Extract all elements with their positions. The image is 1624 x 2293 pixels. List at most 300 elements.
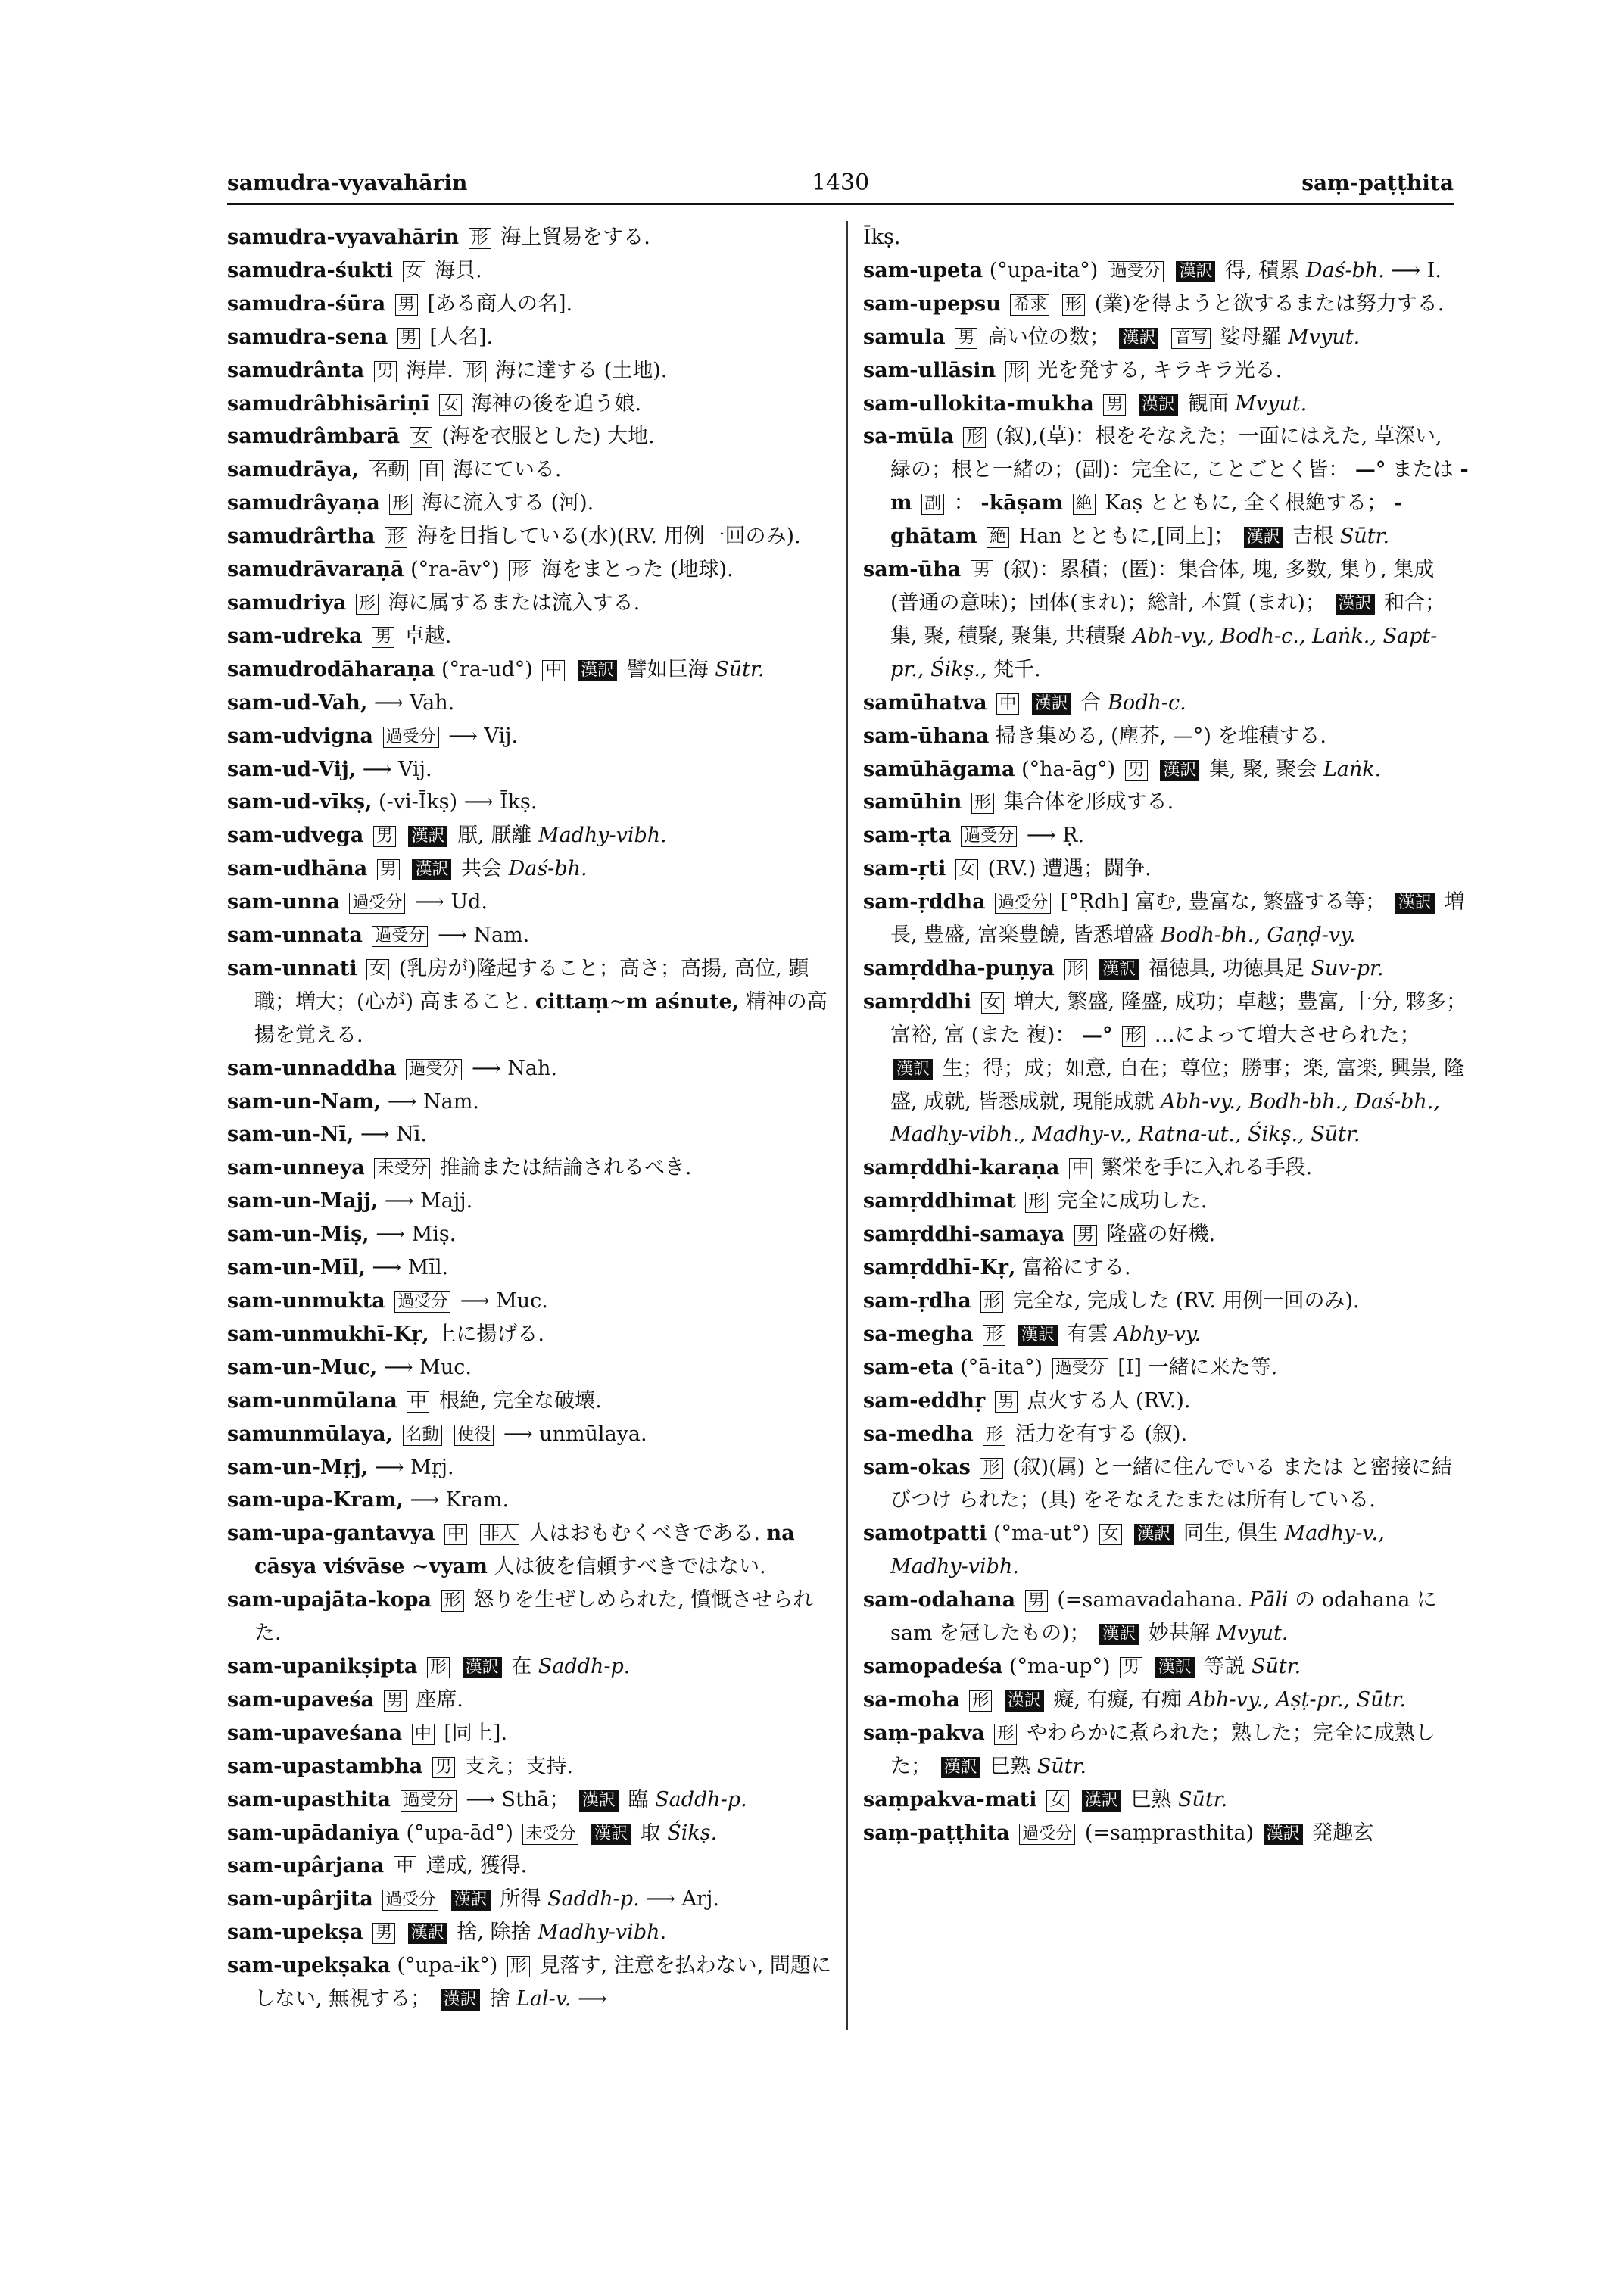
dictionary-entry bbox=[863, 288, 1469, 321]
grammar-tag: 形 bbox=[507, 1956, 530, 1977]
headword: -kāṣam bbox=[980, 491, 1064, 516]
dictionary-entry bbox=[227, 1717, 833, 1750]
headword: na cāsya viśvāse ∼vyam bbox=[254, 1522, 795, 1579]
headword: sam-odahana bbox=[863, 1588, 1016, 1612]
definition-text: (°ma-ut°) bbox=[993, 1522, 1090, 1546]
source-reference: Saddh-p. bbox=[655, 1787, 747, 1812]
definition-text: 海上貿易をする. bbox=[500, 226, 650, 249]
grammar-tag: 形 bbox=[983, 1425, 1005, 1446]
definition-text: (°ā-ita°) bbox=[960, 1355, 1043, 1379]
headword: sam-upajāta-kopa bbox=[227, 1588, 432, 1612]
source-reference: Mvyut. bbox=[1216, 1622, 1289, 1646]
dictionary-entry bbox=[227, 254, 833, 288]
headword: samunmūlaya, bbox=[227, 1422, 394, 1446]
headword: sam-unnaddha bbox=[227, 1056, 397, 1080]
source-reference: Bodh-bh., Gaṇḍ-vy. bbox=[1161, 924, 1356, 948]
grammar-tag: 名動 bbox=[369, 460, 408, 481]
headword: samudra-śūra bbox=[227, 291, 386, 316]
headword: samṛddhī-Kṛ, bbox=[863, 1256, 1016, 1280]
definition-text: 高い位の数； bbox=[987, 325, 1110, 349]
headword: samotpatti bbox=[863, 1522, 987, 1546]
headword: sam-udhāna bbox=[227, 857, 368, 881]
headword: sam-unmukta bbox=[227, 1289, 385, 1313]
definition-text: (=samavadahana. bbox=[1057, 1588, 1243, 1612]
dictionary-entry bbox=[227, 1484, 833, 1517]
definition-text: [ある商人の名]. bbox=[427, 291, 573, 316]
definition-text: 繁栄を手に入れる手段. bbox=[1101, 1156, 1313, 1180]
definition-text: 同生, 倶生 bbox=[1183, 1522, 1279, 1546]
grammar-tag: 中 bbox=[444, 1524, 467, 1545]
grammar-tag: 男 bbox=[373, 826, 396, 847]
translation-tag: 漢訳 bbox=[579, 1790, 619, 1812]
header-rule bbox=[227, 203, 1454, 205]
dictionary-entry bbox=[863, 1784, 1469, 1817]
grammar-tag: 過受分 bbox=[372, 926, 428, 947]
dictionary-entry bbox=[227, 487, 833, 520]
definition-text: 所得 bbox=[500, 1887, 541, 1911]
grammar-tag: 中 bbox=[407, 1391, 429, 1413]
definition-text: または bbox=[1392, 458, 1454, 482]
dictionary-entry bbox=[227, 1285, 833, 1318]
translation-tag: 漢訳 bbox=[1176, 261, 1215, 282]
headword: sam-upasthita bbox=[227, 1787, 391, 1812]
definition-text: [I] 一緒に来た等. bbox=[1117, 1355, 1278, 1379]
headword: sam-upârjita bbox=[227, 1887, 373, 1911]
source-reference: Sūtr. bbox=[1339, 525, 1390, 549]
definition-text: 福徳具, 功徳具足 bbox=[1148, 956, 1304, 980]
source-reference: Mvyut. bbox=[1288, 325, 1361, 349]
dictionary-entry bbox=[863, 1351, 1469, 1385]
dictionary-entry bbox=[227, 1351, 833, 1385]
grammar-tag: 男 bbox=[372, 627, 394, 648]
definition-text: ⟶ Nam. bbox=[438, 924, 530, 948]
definition-text: 臨 bbox=[628, 1787, 649, 1812]
definition-text: 厭, 厭離 bbox=[457, 824, 532, 848]
grammar-tag: 形 bbox=[1064, 959, 1087, 980]
headword: sam-ṛta bbox=[863, 824, 952, 848]
dictionary-entry bbox=[863, 1418, 1469, 1451]
source-reference: Madhy-vibh. bbox=[538, 1921, 667, 1945]
grammar-tag: 過受分 bbox=[1019, 1824, 1075, 1845]
definition-text: 活力を有する (叙). bbox=[1015, 1422, 1188, 1446]
dictionary-entry bbox=[863, 1318, 1469, 1351]
dictionary-entry bbox=[863, 1218, 1469, 1251]
source-reference: Mvyut. bbox=[1235, 391, 1308, 416]
headword: samudriya bbox=[227, 590, 347, 615]
definition-text: 支え；支持. bbox=[464, 1754, 574, 1778]
headword: samṛddhi-samaya bbox=[863, 1223, 1065, 1247]
source-reference: Sūtr. bbox=[1251, 1654, 1301, 1678]
source-reference: Sūtr. bbox=[715, 657, 765, 681]
translation-tag: 漢訳 bbox=[1032, 693, 1071, 715]
definition-text: 精神の高揚を覚える. bbox=[254, 989, 828, 1047]
grammar-tag: 男 bbox=[1120, 1657, 1142, 1678]
dictionary-entry bbox=[863, 1385, 1469, 1418]
definition-text: 海貝. bbox=[435, 258, 482, 282]
grammar-tag: 形 bbox=[385, 527, 407, 548]
grammar-tag: 形 bbox=[980, 1291, 1003, 1313]
dictionary-entry bbox=[227, 553, 833, 587]
source-reference: Abhy-vy. bbox=[1114, 1322, 1202, 1346]
headword: sam-upârjana bbox=[227, 1854, 385, 1878]
headword: sam-unneya bbox=[227, 1156, 365, 1180]
dictionary-entry bbox=[227, 587, 833, 620]
dictionary-entry bbox=[863, 1185, 1469, 1218]
definition-text: (°upa-ād°) bbox=[406, 1821, 513, 1845]
headword: sam-upanikṣipta bbox=[227, 1654, 418, 1678]
definition-text: ⟶ Nah. bbox=[471, 1056, 557, 1080]
definition-text: 癡, 有癡, 有痴 bbox=[1053, 1687, 1182, 1712]
grammar-tag: 過受分 bbox=[995, 893, 1051, 914]
headword: samula bbox=[863, 325, 946, 349]
translation-tag: 漢訳 bbox=[941, 1757, 980, 1778]
definition-text: 完全に成功した. bbox=[1057, 1189, 1208, 1213]
dictionary-entry bbox=[227, 1949, 833, 2016]
dictionary-entry bbox=[227, 1251, 833, 1285]
headword: samudrârtha bbox=[227, 525, 376, 549]
definition-text: (=saṃprasthita) bbox=[1084, 1821, 1255, 1845]
definition-text: (°upa-ita°) bbox=[989, 258, 1099, 282]
source-reference: Saddh-p. bbox=[538, 1654, 631, 1678]
dictionary-entry bbox=[863, 1251, 1469, 1285]
dictionary-entry bbox=[227, 1318, 833, 1351]
header-left-guideword: samudra-vyavahārin bbox=[227, 170, 468, 195]
headword: sam-un-Nam, bbox=[227, 1089, 382, 1114]
translation-tag: 漢訳 bbox=[1005, 1690, 1044, 1712]
definition-text: 発趣玄 bbox=[1312, 1821, 1374, 1845]
source-reference: Lal-v. bbox=[516, 1987, 572, 2011]
grammar-tag: 男 bbox=[384, 1690, 407, 1712]
dictionary-entry bbox=[227, 1916, 833, 1949]
grammar-tag: 男 bbox=[372, 1923, 395, 1944]
headword: sam-upepsu bbox=[863, 291, 1001, 316]
grammar-tag: 形 bbox=[971, 793, 994, 814]
grammar-tag: 中 bbox=[1069, 1158, 1092, 1179]
definition-text: 巳熟 bbox=[1130, 1787, 1172, 1812]
dictionary-entry bbox=[227, 1684, 833, 1717]
translation-tag: 漢訳 bbox=[1018, 1325, 1058, 1346]
grammar-tag: 過受分 bbox=[382, 1890, 438, 1911]
definition-text: ⟶ Vij. bbox=[362, 757, 432, 781]
grammar-tag: 形 bbox=[963, 427, 986, 448]
source-reference: Pāli bbox=[1249, 1588, 1289, 1612]
definition-text: (°ra-ud°) bbox=[441, 657, 533, 681]
grammar-tag: 男 bbox=[397, 328, 420, 349]
grammar-tag: 女 bbox=[439, 394, 462, 416]
definition-text: ： bbox=[953, 491, 974, 516]
dictionary-entry bbox=[227, 720, 833, 753]
source-reference: Suv-pr. bbox=[1311, 956, 1384, 980]
dictionary-entry bbox=[227, 388, 833, 421]
definition-text: ⟶ bbox=[577, 1987, 607, 2011]
definition-text: ⟶ I. bbox=[1391, 258, 1442, 282]
definition-text: (叙)：累積；(匿)：集合体, 塊, 多数, 集り, 集成 (普通の意味)；団体(まれ)；総計, 本質 (まれ)； bbox=[890, 558, 1435, 615]
grammar-tag: 過受分 bbox=[1108, 261, 1164, 282]
source-reference: Daś-bh. bbox=[1305, 258, 1385, 282]
headword: sam-okas bbox=[863, 1455, 971, 1479]
headword: saṃpakva-mati bbox=[863, 1787, 1037, 1812]
definition-text: 増大, 繁盛, 隆盛, 成功；卓越；豊富, 十分, 夥多；富裕, 富 (また 複)： bbox=[890, 989, 1467, 1047]
grammar-tag: 男 bbox=[395, 294, 418, 316]
definition-text: 卓越. bbox=[404, 624, 452, 648]
headword: sa-megha bbox=[863, 1322, 974, 1346]
dictionary-entry bbox=[227, 1584, 833, 1650]
column-divider bbox=[846, 221, 848, 2030]
source-reference: Abh-vy., Bodh-c., Laṅk., Sapt-pr., Śikṣ., bbox=[890, 624, 1438, 681]
grammar-tag: 形 bbox=[980, 1458, 1002, 1479]
headword: samṛddha-puṇya bbox=[863, 956, 1055, 980]
grammar-tag: 絶 bbox=[1073, 494, 1096, 515]
dictionary-entry bbox=[227, 819, 833, 852]
grammar-tag: 形 bbox=[427, 1657, 450, 1678]
headword: sam-ullokita-mukha bbox=[863, 391, 1094, 416]
definition-text: 在 bbox=[511, 1654, 532, 1678]
dictionary-entry bbox=[863, 553, 1469, 687]
dictionary-entry bbox=[227, 321, 833, 354]
definition-text: 譬如巨海 bbox=[626, 657, 709, 681]
dictionary-entry bbox=[227, 1418, 833, 1451]
grammar-tag: 過受分 bbox=[383, 727, 439, 748]
definition-text: ⟶ Vah. bbox=[373, 690, 455, 715]
dictionary-entry bbox=[863, 254, 1469, 288]
definition-text: 海にている. bbox=[452, 458, 562, 482]
dictionary-entry bbox=[227, 1086, 833, 1119]
definition-text: 取 bbox=[640, 1821, 661, 1845]
definition-text: (°upa-ik°) bbox=[397, 1954, 498, 1978]
headword: sam-unmukhī-Kṛ, bbox=[227, 1322, 429, 1346]
definition-text: ⟶ unmūlaya. bbox=[503, 1422, 647, 1446]
definition-text: 海に達する (土地). bbox=[495, 358, 668, 382]
headword: sam-udreka bbox=[227, 624, 363, 648]
headword: sam-unnata bbox=[227, 924, 363, 948]
translation-tag: 漢訳 bbox=[451, 1890, 491, 1911]
grammar-tag: 使役 bbox=[454, 1425, 494, 1446]
definition-text: 海に属するまたは流入する. bbox=[388, 590, 641, 615]
dictionary-entry bbox=[227, 1052, 833, 1086]
definition-text: 怒りを生ぜしめられた, 憤慨させられた. bbox=[254, 1588, 814, 1646]
dictionary-entry bbox=[863, 1717, 1469, 1784]
definition-text: 有雲 bbox=[1067, 1322, 1108, 1346]
dictionary-entry bbox=[863, 886, 1469, 952]
definition-text: ⟶ Mīl. bbox=[372, 1256, 449, 1280]
definition-text: 観面 bbox=[1187, 391, 1229, 416]
headword: saṃ-pakva bbox=[863, 1721, 985, 1745]
headword: sa-mūla bbox=[863, 425, 954, 449]
grammar-tag: 男 bbox=[377, 859, 400, 880]
source-reference: Madhy-v., Madhy-vibh. bbox=[890, 1522, 1385, 1579]
dictionary-entry bbox=[863, 221, 1469, 254]
definition-text: Kaṣ とともに, 全く根絶する； bbox=[1105, 491, 1388, 516]
dictionary-entry bbox=[863, 388, 1469, 421]
dictionary-entry bbox=[227, 620, 833, 653]
dictionary-entry bbox=[227, 1218, 833, 1251]
grammar-tag: 女 bbox=[955, 859, 978, 880]
headword: saṃ-paṭṭhita bbox=[863, 1821, 1010, 1845]
headword: sam-ṛti bbox=[863, 857, 946, 881]
dictionary-entry bbox=[863, 1584, 1469, 1650]
grammar-tag: 副 bbox=[921, 494, 944, 515]
headword: sam-ṛddha bbox=[863, 890, 986, 914]
grammar-tag: 自 bbox=[420, 460, 443, 481]
dictionary-entry bbox=[227, 687, 833, 720]
definition-text: ⟶ Sthā； bbox=[466, 1787, 570, 1812]
dictionary-entry bbox=[863, 819, 1469, 852]
headword: sam-ūhana bbox=[863, 724, 990, 748]
definition-text: 妙甚解 bbox=[1148, 1622, 1210, 1646]
definition-text: 合 bbox=[1080, 690, 1102, 715]
headword: samṛddhi bbox=[863, 989, 972, 1014]
headword: sam-un-Miṣ, bbox=[227, 1223, 369, 1247]
headword: samṛddhimat bbox=[863, 1189, 1016, 1213]
headword: samṛddhi-karaṇa bbox=[863, 1156, 1060, 1180]
source-reference: Abh-vy., Bodh-bh., Daś-bh., Madhy-vibh., Madhy-v., Ratna-ut., Śikṣ., Sūtr. bbox=[890, 1089, 1440, 1147]
grammar-tag: 中 bbox=[412, 1724, 435, 1745]
headword: sam-un-Muc, bbox=[227, 1355, 378, 1379]
grammar-tag: 男 bbox=[374, 361, 397, 382]
grammar-tag: 形 bbox=[1025, 1192, 1048, 1213]
definition-text: 人はおもむくべきである. bbox=[528, 1522, 760, 1546]
definition-text: 推論または結論されるべき. bbox=[439, 1156, 692, 1180]
grammar-tag: 女 bbox=[981, 992, 1004, 1014]
headword: sam-upaveśa bbox=[227, 1687, 375, 1712]
headword: sam-ṛdha bbox=[863, 1289, 971, 1313]
definition-text: 人は彼を信頼すべきではない. bbox=[494, 1555, 766, 1579]
headword: sam-upādaniya bbox=[227, 1821, 400, 1845]
page-number: 1430 bbox=[811, 169, 870, 196]
headword: samudra-śukti bbox=[227, 258, 393, 282]
headword: samūhin bbox=[863, 790, 962, 815]
definition-text: 海に流入する (河). bbox=[422, 491, 594, 516]
headword: sam-ud-vīkṣ, bbox=[227, 790, 372, 815]
translation-tag: 漢訳 bbox=[1099, 959, 1139, 980]
headword: —° bbox=[1082, 1023, 1113, 1047]
headword: sam-unnati bbox=[227, 956, 357, 980]
grammar-tag: 形 bbox=[441, 1590, 464, 1612]
grammar-tag: 過受分 bbox=[394, 1291, 450, 1313]
source-reference: Laṅk. bbox=[1323, 757, 1382, 781]
grammar-tag: 過受分 bbox=[406, 1059, 462, 1080]
dictionary-entry bbox=[227, 1883, 833, 1916]
dictionary-entry bbox=[227, 420, 833, 453]
translation-tag: 漢訳 bbox=[893, 1059, 933, 1080]
dictionary-entry bbox=[227, 221, 833, 254]
right-column bbox=[863, 221, 1469, 1849]
definition-text: (業)を得ようと欲するまたは努力する. bbox=[1094, 291, 1445, 316]
definition-text: ⟶ Ud. bbox=[415, 890, 488, 914]
headword: sam-udvega bbox=[227, 824, 364, 848]
grammar-tag: 女 bbox=[366, 959, 389, 980]
grammar-tag: 男 bbox=[995, 1391, 1018, 1413]
definition-text: [°Ṛdh] 富む, 豊富な, 繁盛する等； bbox=[1060, 890, 1386, 914]
dictionary-entry bbox=[227, 1118, 833, 1151]
grammar-tag: 過受分 bbox=[1052, 1358, 1108, 1379]
grammar-tag: 中 bbox=[996, 693, 1019, 715]
dictionary-entry bbox=[227, 852, 833, 886]
dictionary-entry bbox=[227, 1849, 833, 1883]
headword: samudrâmbarā bbox=[227, 425, 401, 449]
definition-text: ⟶ Arj. bbox=[646, 1887, 719, 1911]
grammar-tag: 中 bbox=[394, 1856, 416, 1877]
grammar-tag: 女 bbox=[403, 261, 425, 282]
grammar-tag: 形 bbox=[983, 1325, 1005, 1346]
dictionary-entry bbox=[227, 1750, 833, 1784]
definition-text: ⟶ Kram. bbox=[410, 1488, 510, 1513]
definition-text: の odahana に sam を冠したもの)； bbox=[890, 1588, 1437, 1646]
definition-text: 増長, 豊盛, 富楽豊饒, 皆悉増盛 bbox=[890, 890, 1465, 948]
translation-tag: 漢訳 bbox=[408, 826, 447, 847]
dictionary-entry bbox=[863, 753, 1469, 787]
headword: sam-upastambha bbox=[227, 1754, 423, 1778]
grammar-tag: 音写 bbox=[1171, 328, 1211, 349]
headword: sam-upaveśana bbox=[227, 1721, 403, 1745]
definition-text: 捨, 除捨 bbox=[457, 1921, 531, 1945]
translation-tag: 漢訳 bbox=[1119, 328, 1158, 349]
translation-tag: 漢訳 bbox=[1139, 394, 1178, 416]
definition-text: 根絶, 完全な破壊. bbox=[439, 1388, 602, 1413]
definition-text: ⟶ Mṛj. bbox=[374, 1455, 454, 1479]
definition-text: 生；得；成；如意, 自在；尊位；勝事；楽, 富楽, 興祟, 隆盛, 成就, 皆悉成就, 現能成就 bbox=[890, 1056, 1465, 1114]
dictionary-entry bbox=[863, 786, 1469, 819]
headword: samudrodāharaṇa bbox=[227, 657, 435, 681]
headword: sam-un-Nī, bbox=[227, 1123, 354, 1147]
definition-text: 掃き集める, (塵芥, —°) を堆積する. bbox=[995, 724, 1327, 748]
source-reference: Saddh-p. bbox=[547, 1887, 640, 1911]
definition-text: ⟶ Majj. bbox=[384, 1189, 473, 1213]
grammar-tag: 形 bbox=[356, 594, 379, 615]
definition-text: Īkṣ. bbox=[863, 226, 901, 249]
dictionary-entry bbox=[227, 919, 833, 952]
headword: sam-eddhṛ bbox=[863, 1388, 986, 1413]
definition-text: 富裕にする. bbox=[1022, 1256, 1131, 1280]
definition-text: 海を目指している(水)(RV. 用例一回のみ). bbox=[416, 525, 801, 549]
translation-tag: 漢訳 bbox=[441, 1989, 480, 2011]
translation-tag: 漢訳 bbox=[408, 1923, 447, 1944]
translation-tag: 漢訳 bbox=[412, 859, 451, 880]
definition-text: 完全な, 完成した (RV. 用例一回のみ). bbox=[1012, 1289, 1360, 1313]
headword: sam-upekṣaka bbox=[227, 1954, 391, 1978]
definition-text: 吉根 bbox=[1292, 525, 1334, 549]
headword: sam-unmūlana bbox=[227, 1388, 397, 1413]
headword: sam-upeta bbox=[863, 258, 983, 282]
grammar-tag: 形 bbox=[463, 361, 485, 382]
definition-text: 等説 bbox=[1204, 1654, 1245, 1678]
definition-text: 巳熟 bbox=[990, 1754, 1031, 1778]
dictionary-entry bbox=[227, 288, 833, 321]
dictionary-entry bbox=[863, 420, 1469, 553]
grammar-tag: 未受分 bbox=[522, 1824, 578, 1845]
headword: samudrânta bbox=[227, 358, 365, 382]
dictionary-entry bbox=[227, 1451, 833, 1485]
headword: samūhāgama bbox=[863, 757, 1015, 781]
translation-tag: 漢訳 bbox=[578, 660, 617, 681]
translation-tag: 漢訳 bbox=[591, 1824, 631, 1845]
headword: sam-ūha bbox=[863, 558, 962, 582]
headword: sam-un-Majj, bbox=[227, 1189, 379, 1213]
headword: samūhatva bbox=[863, 690, 987, 715]
dictionary-entry bbox=[227, 1385, 833, 1418]
dictionary-entry bbox=[227, 1817, 833, 1850]
definition-text: 梵千. bbox=[993, 657, 1041, 681]
definition-text: …によって増大させられた； bbox=[1154, 1023, 1420, 1047]
headword: sam-udvigna bbox=[227, 724, 373, 748]
grammar-tag: 形 bbox=[1005, 361, 1028, 382]
grammar-tag: 形 bbox=[509, 560, 531, 581]
definition-text: 集, 聚, 聚会 bbox=[1208, 757, 1317, 781]
definition-text: 座席. bbox=[416, 1687, 463, 1712]
definition-text: (°ha-āg°) bbox=[1021, 757, 1116, 781]
definition-text: 海をまとった (地球). bbox=[541, 558, 734, 582]
dictionary-entry bbox=[863, 1650, 1469, 1684]
